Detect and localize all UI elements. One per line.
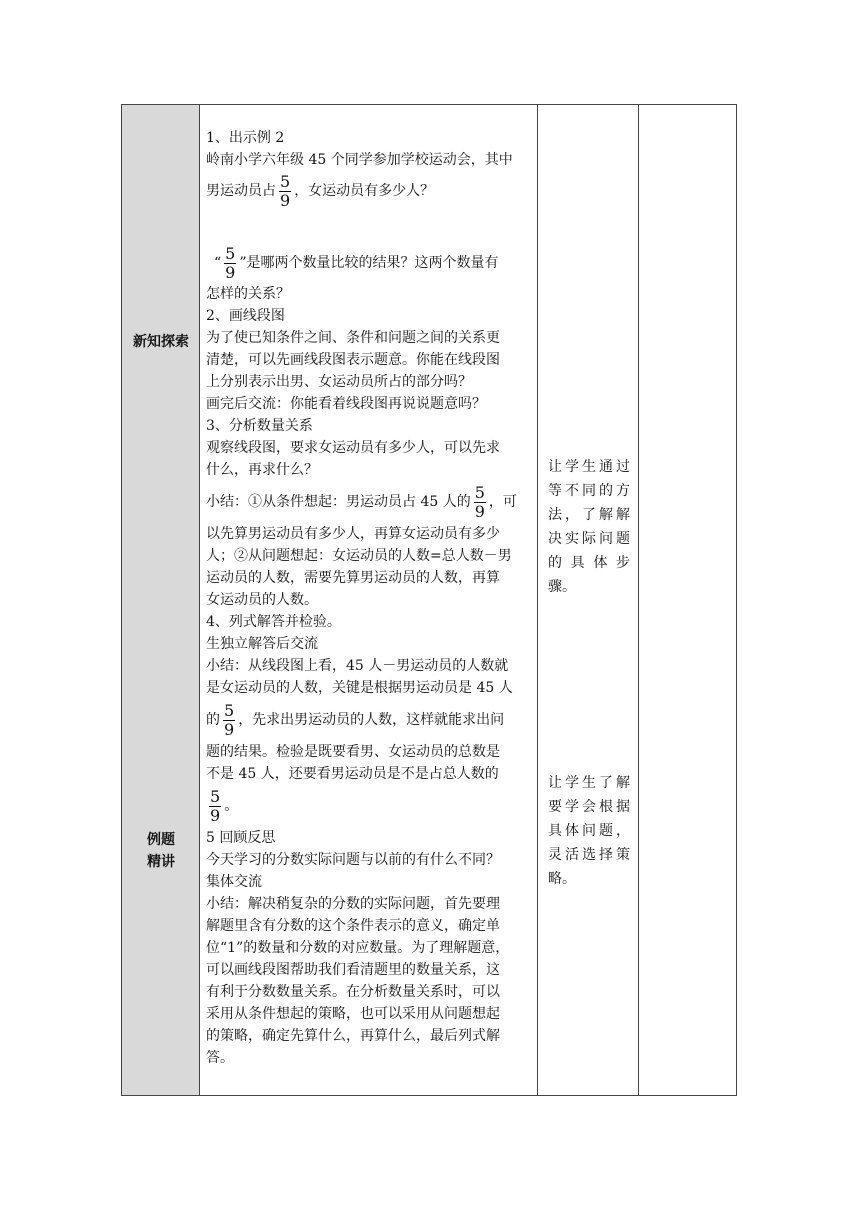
content-line: 2、画线段图: [206, 308, 285, 324]
teaching-content-column: [200, 105, 538, 1095]
content-line: 位“1”的数量和分数的对应数量。为了理解题意，: [206, 940, 510, 956]
content-line: [206, 243, 532, 283]
fraction-denominator: 9: [210, 805, 221, 825]
design-intent-1: 让学生通过等不同的方法，了解解决实际问题的具体步骤。: [548, 459, 630, 595]
content-line: 有利于分数数量关系。在分析数量关系时，可以: [206, 984, 500, 1000]
fraction-five-ninths: [473, 484, 487, 521]
content-text: ，女运动员有多少人？: [294, 183, 435, 199]
content-text: ”是哪两个数量比较的结果？这两个数量有: [239, 255, 499, 271]
content-line: 怎样的关系？: [206, 286, 290, 302]
content-line: 生独立解答后交流: [206, 636, 318, 652]
content-text: “: [214, 255, 222, 271]
content-line: 采用从条件想起的策略，也可以采用从问题想起: [206, 1006, 500, 1022]
content-line: 岭南小学六年级 45 个同学参加学校运动会，其中: [206, 152, 513, 168]
content-line: 以先算男运动员有多少人，再算女运动员有多少: [206, 526, 500, 542]
content-text: 的: [206, 712, 220, 728]
fraction-numerator: 5: [225, 243, 236, 263]
fraction-denominator: 9: [280, 190, 291, 210]
spacer: [206, 211, 532, 243]
content-line: 小结：解决稍复杂的分数的实际问题，首先要理: [206, 896, 500, 912]
content-line: 什么，再求什么？: [206, 462, 318, 478]
content-line: 题的结果。检验是既要看男、女运动员的总数是: [206, 744, 500, 760]
section-label-explore: 新知探索: [133, 334, 189, 350]
section-label-example: [122, 829, 200, 873]
lesson-plan-table: [121, 104, 737, 1096]
content-line: 运动员的人数，需要先算男运动员的人数，再算: [206, 570, 500, 586]
content-line: 女运动员的人数。: [206, 592, 318, 608]
content-line: 的策略，确定先算什么，再算什么，最后列式解: [206, 1028, 500, 1044]
content-line: 5 回顾反思: [206, 830, 276, 846]
teaching-content: [206, 127, 532, 1069]
content-line: 今天学习的分数实际问题与以前的有什么不同？: [206, 852, 500, 868]
content-line: 1、出示例 2: [206, 130, 285, 146]
section-label-column: [122, 105, 200, 1095]
section-label-example-line1: 例题: [147, 832, 175, 848]
content-line: 答。: [206, 1050, 234, 1066]
content-text: ，先求出男运动员的人数，这样就能求出问: [238, 712, 505, 728]
fraction-five-ninths: [278, 173, 292, 210]
content-line: 为了使已知条件之间、条件和问题之间的关系更: [206, 330, 500, 346]
content-line: 清楚，可以先画线段图表示题意。你能在线段图: [206, 352, 500, 368]
content-line: [206, 171, 532, 211]
fraction-denominator: 9: [474, 501, 485, 521]
fraction-numerator: 5: [474, 482, 485, 502]
content-line: 画完后交流：你能看着线段图再说说题意吗？: [206, 396, 486, 412]
fraction-denominator: 9: [225, 262, 236, 282]
fraction-five-ninths: [208, 788, 222, 825]
content-text: 。: [224, 798, 239, 814]
content-line: 是女运动员的人数，关键是根据男运动员是 45 人: [206, 680, 513, 696]
content-line: [206, 785, 532, 827]
fraction-five-ninths: [223, 245, 237, 282]
content-line: [206, 699, 532, 741]
content-line: 3、分析数量关系: [206, 418, 313, 434]
fraction-numerator: 5: [210, 786, 221, 806]
content-line: 观察线段图，要求女运动员有多少人，可以先求: [206, 440, 500, 456]
content-line: 人；②从问题想起：女运动员的人数=总人数－男: [206, 548, 512, 564]
content-text: 小结：①从条件想起：男运动员占 45 人的: [206, 494, 471, 510]
design-intent-2: 让学生了解要学会根据具体问题，灵活选择策略。: [548, 775, 630, 887]
fraction-numerator: 5: [224, 700, 235, 720]
content-line: 解题里含有分数的这个条件表示的意义，确定单: [206, 918, 500, 934]
design-intent-column: [538, 105, 639, 1095]
content-line: [206, 481, 532, 523]
content-line: 小结：从线段图上看，45 人－男运动员的人数就: [206, 658, 509, 674]
content-line: 集体交流: [206, 874, 262, 890]
content-line: 可以画线段图帮助我们看清题里的数量关系，这: [206, 962, 500, 978]
fraction-five-ninths: [222, 702, 236, 739]
content-text: 男运动员占: [206, 183, 276, 199]
fraction-numerator: 5: [280, 171, 291, 191]
content-text: ，可: [488, 494, 517, 510]
fraction-denominator: 9: [224, 719, 235, 739]
section-label-example-line2: 精讲: [147, 854, 175, 870]
content-line: 4、列式解答并检验。: [206, 614, 341, 630]
content-line: 上分别表示出男、女运动员所占的部分吗？: [206, 374, 472, 390]
content-line: 不是 45 人，还要看男运动员是不是占总人数的: [206, 766, 499, 782]
notes-column: [639, 105, 736, 1095]
